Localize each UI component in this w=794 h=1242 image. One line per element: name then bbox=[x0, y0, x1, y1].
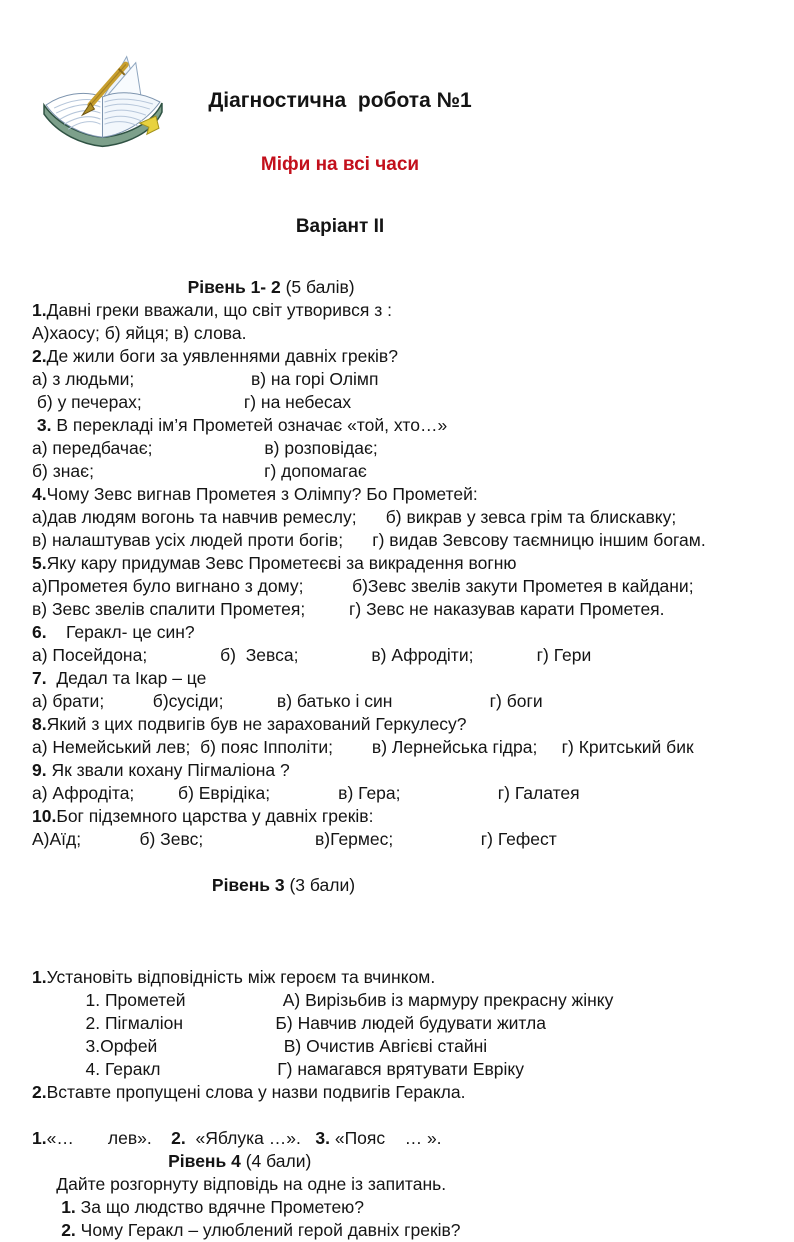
q5-options-row1 bbox=[32, 575, 794, 598]
text-segment: 3.Орфей В) Очистив Авгієві стайні bbox=[32, 1036, 488, 1056]
text-segment: За що людство вдячне Прометею? bbox=[75, 1197, 365, 1217]
text-segment bbox=[32, 1220, 61, 1240]
level4-q1 bbox=[32, 1196, 794, 1219]
bold-text-segment: Рівень 1- 2 bbox=[32, 277, 286, 297]
text-segment: (4 бали) bbox=[245, 1151, 312, 1171]
text-segment: Вставте пропущені слова у назви подвигів Геракла. bbox=[46, 1082, 466, 1102]
text-segment: Чому Зевс вигнав Прометея з Олімпу? Бо Прометей: bbox=[46, 484, 478, 504]
q5-text bbox=[32, 552, 794, 575]
page-title: Діагностична робота №1 bbox=[208, 89, 472, 112]
q3-text bbox=[32, 414, 794, 437]
text-segment: а)дав людям вогонь та навчив ремеслу; б) викрав у зевса грім та блискавку; bbox=[32, 507, 677, 527]
level3-task1-text bbox=[32, 966, 794, 989]
text-segment: б) у печерах; г) на небесах bbox=[32, 392, 352, 412]
text-segment: А)Аїд; б) Зевс; в)Гермес; г) Гефест bbox=[32, 829, 557, 849]
blank bbox=[32, 851, 794, 874]
q1-options bbox=[32, 322, 794, 345]
q4-options-row1 bbox=[32, 506, 794, 529]
match-row-4 bbox=[32, 1058, 794, 1081]
q2-options-row2 bbox=[32, 391, 794, 414]
text-segment: Установіть відповідність між героєм та вчинком. bbox=[46, 967, 436, 987]
bold-text-segment: 2. bbox=[32, 1082, 47, 1102]
level-4-heading bbox=[32, 1150, 794, 1173]
text-segment: а) з людьми; в) на горі Олімп bbox=[32, 369, 379, 389]
bold-text-segment: Рівень 3 bbox=[32, 875, 290, 895]
book-pen-illustration bbox=[40, 52, 166, 154]
text-segment: Дедал та Ікар – це bbox=[46, 668, 207, 688]
match-row-2 bbox=[32, 1012, 794, 1035]
text-segment: 1. Прометей А) Вирізьбив із мармуру прекрасну жінку bbox=[32, 990, 614, 1010]
bold-text-segment: 1. bbox=[32, 1128, 47, 1148]
match-row-1 bbox=[32, 989, 794, 1012]
bold-text-segment: 1. bbox=[32, 967, 47, 987]
text-segment: а)Прометея було вигнано з дому; б)Зевс звелів закути Прометея в кайдани; bbox=[32, 576, 694, 596]
text-segment: а) брати; б)сусіди; в) батько і син г) боги bbox=[32, 691, 543, 711]
text-segment: в) Зевс звелів спалити Прометея; г) Зевс не наказував карати Прометея. bbox=[32, 599, 665, 619]
text-segment: 2. Пігмаліон Б) Навчив людей будувати житла bbox=[32, 1013, 546, 1033]
text-segment: (3 бали) bbox=[289, 875, 356, 895]
q3-options-row2 bbox=[32, 460, 794, 483]
q2-text bbox=[32, 345, 794, 368]
bold-text-segment: 5. bbox=[32, 553, 47, 573]
q5-options-row2 bbox=[32, 598, 794, 621]
q10-text bbox=[32, 805, 794, 828]
level4-instruction bbox=[32, 1173, 794, 1196]
document-body bbox=[0, 276, 794, 1242]
text-segment: а) передбачає; в) розповідає; bbox=[32, 438, 378, 458]
q1-text bbox=[32, 299, 794, 322]
bold-text-segment: 6. bbox=[32, 622, 47, 642]
blank bbox=[32, 943, 794, 966]
q8-text bbox=[32, 713, 794, 736]
text-segment: а) Афродіта; б) Еврідіка; в) Гера; г) Галатея bbox=[32, 783, 580, 803]
text-segment: «Яблука …». bbox=[185, 1128, 316, 1148]
page-subtitle: Міфи на всі часи bbox=[260, 154, 420, 175]
text-segment: а) Посейдона; б) Зевса; в) Афродіти; г) Гери bbox=[32, 645, 592, 665]
q2-options-row1 bbox=[32, 368, 794, 391]
q9-options bbox=[32, 782, 794, 805]
text-segment: в) налаштував усіх людей проти богів; г) видав Зевсову таємницю іншим богам. bbox=[32, 530, 706, 550]
bold-text-segment: 7. bbox=[32, 668, 47, 688]
q7-options bbox=[32, 690, 794, 713]
text-segment: Чому Геракл – улюблений герой давніх греків? bbox=[75, 1220, 461, 1240]
bold-text-segment: 2. bbox=[32, 346, 47, 366]
blank bbox=[32, 920, 794, 943]
q6-text bbox=[32, 621, 794, 644]
blank bbox=[32, 897, 794, 920]
bold-text-segment: Рівень 4 bbox=[32, 1151, 246, 1171]
q7-text bbox=[32, 667, 794, 690]
bold-text-segment: 4. bbox=[32, 484, 47, 504]
q3-options-row1 bbox=[32, 437, 794, 460]
text-segment: а) Немейський лев; б) пояс Іпполіти; в) Лернейська гідра; г) Критський бик bbox=[32, 737, 694, 757]
q4-options-row2 bbox=[32, 529, 794, 552]
text-segment: Де жили боги за уявленнями давніх греків? bbox=[46, 346, 398, 366]
q10-options bbox=[32, 828, 794, 851]
bold-text-segment: 2. bbox=[171, 1128, 186, 1148]
level-1-2-heading bbox=[32, 276, 794, 299]
bold-text-segment: 8. bbox=[32, 714, 47, 734]
text-segment: Геракл- це син? bbox=[46, 622, 195, 642]
level3-task2-text bbox=[32, 1081, 794, 1104]
bold-text-segment: 1. bbox=[32, 300, 47, 320]
q8-options bbox=[32, 736, 794, 759]
bold-text-segment: 2. bbox=[61, 1220, 76, 1240]
text-segment: Як звали кохану Пігмаліона ? bbox=[46, 760, 290, 780]
q4-text bbox=[32, 483, 794, 506]
text-segment: б) знає; г) допомагає bbox=[32, 461, 367, 481]
text-segment: Бог підземного царства у давніх греків: bbox=[56, 806, 374, 826]
text-segment: А)хаосу; б) яйця; в) слова. bbox=[32, 323, 247, 343]
text-segment: В перекладі ім’я Прометей означає «той, хто…» bbox=[51, 415, 448, 435]
match-row-3 bbox=[32, 1035, 794, 1058]
bold-text-segment: 10. bbox=[32, 806, 57, 826]
text-segment: «Пояс … ». bbox=[330, 1128, 442, 1148]
q6-options bbox=[32, 644, 794, 667]
bold-text-segment: 3. bbox=[315, 1128, 330, 1148]
text-segment: Який з цих подвигів був не зарахований Геркулесу? bbox=[46, 714, 467, 734]
level-3-heading bbox=[32, 874, 794, 897]
bold-text-segment: 9. bbox=[32, 760, 47, 780]
q9-text bbox=[32, 759, 794, 782]
variant-label: Варіант II bbox=[295, 216, 385, 237]
fill-blanks-line bbox=[32, 1127, 794, 1150]
text-segment bbox=[32, 1197, 61, 1217]
level4-q2 bbox=[32, 1219, 794, 1242]
bold-text-segment: 3. bbox=[32, 415, 52, 435]
text-segment: Давні греки вважали, що світ утворився з : bbox=[46, 300, 392, 320]
text-segment: 4. Геракл Г) намагався врятувати Евріку bbox=[32, 1059, 525, 1079]
bold-text-segment: 1. bbox=[61, 1197, 76, 1217]
text-segment: (5 балів) bbox=[285, 277, 355, 297]
blank bbox=[32, 1104, 794, 1127]
open-book-icon bbox=[40, 52, 166, 154]
text-segment: Яку кару придумав Зевс Прометеєві за викрадення вогню bbox=[46, 553, 517, 573]
text-segment: Дайте розгорнуту відповідь на одне із запитань. bbox=[32, 1174, 447, 1194]
text-segment: «… лев». bbox=[46, 1128, 172, 1148]
